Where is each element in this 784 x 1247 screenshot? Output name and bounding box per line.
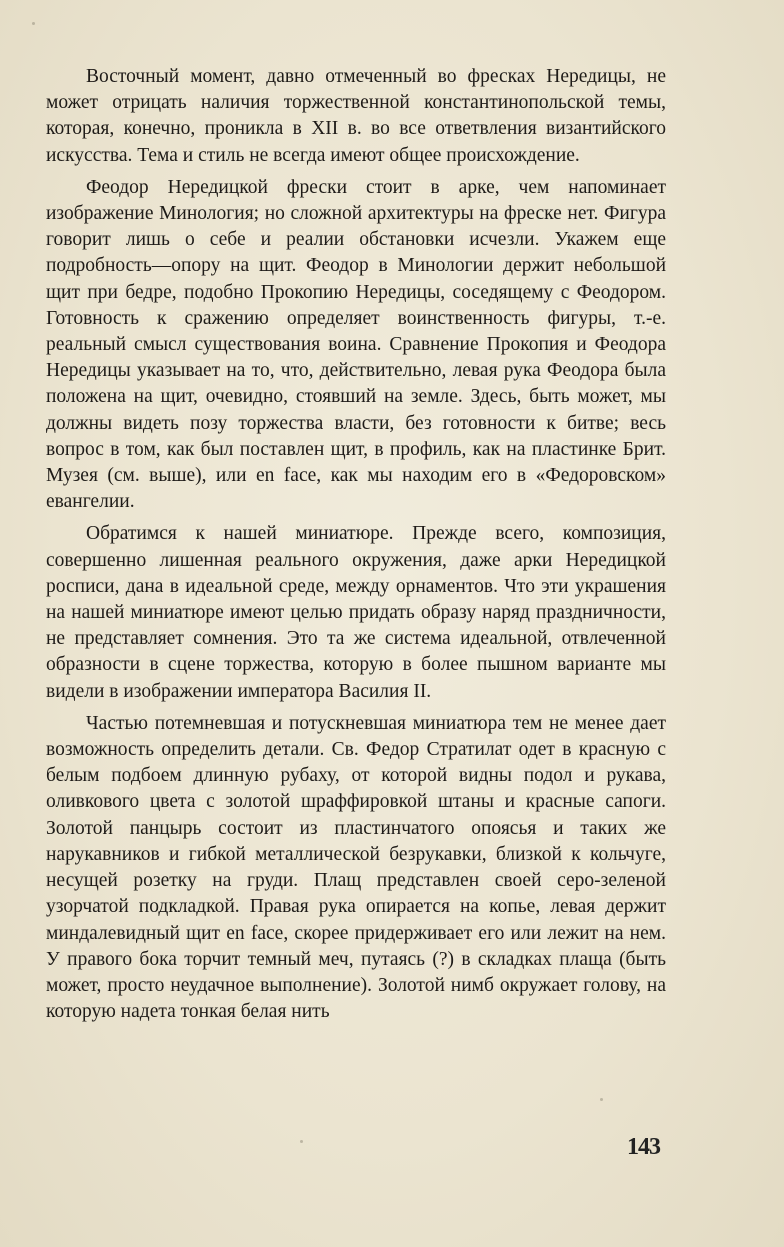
paper-speck: [300, 1140, 303, 1143]
paragraph: Обратимся к нашей миниатюре. Прежде всего, композиция, совершенно лишенная реального окружения, даже арки Нередицкой росписи, дана в идеальной среде, между орнаментов. Что эти украшения на нашей миниатюре имеют целью придать образу наряд праздничности, не представляет сомнения. Это та же система идеальной, отвлеченной образности в сцене торжества, которую в более пышном варианте мы видели в изображении императора Василия II.: [46, 523, 666, 702]
paragraph: Частью потемневшая и потускневшая миниатюра тем не менее дает возможность определить детали. Св. Федор Стратилат одет в красную с белым подбоем длинную рубаху, от которой видны подол и рукава, оливкового цвета с золотой шраффировкой штаны и красные сапоги. Золотой панцырь состоит из пластинчатого опоясья и таких же нарукавников и гибкой металлической безрукавки, близкой к кольчуге, несущей розетку на груди. Плащ представлен своей серо-зеленой узорчатой подкладкой. Правая рука опирается на копье, левая держит миндалевидный щит en face, скорее придерживает его или лежит на нем. У правого бока торчит темный меч, путаясь (?) в складках плаща (быть может, просто неудачное выполнение). Золотой нимб окружает голову, на которую надета тонкая белая нить: [46, 712, 666, 1023]
paper-speck: [600, 1098, 603, 1101]
paragraph: Феодор Нередицкой фрески стоит в арке, чем напоминает изображение Минология; но сложной архитектуры на фреске нет. Фигура говорит лишь о себе и реалии обстановки исчезли. Укажем еще подробность—опору на щит. Феодор в Минологии держит небольшой щит при бедре, подобно Прокопию Нередицы, соседящему с Феодором. Готовность к сражению определяет воинственность фигуры, т.-е. реальный смысл существования воина. Сравнение Прокопия и Феодора Нередицы указывает на то, что, действительно, левая рука Феодора была положена на щит, очевидно, стоявший на земле. Здесь, быть может, мы должны видеть позу торжества власти, без готовности к битве; весь вопрос в том, как был поставлен щит, в профиль, как на пластинке Брит. Музея (см. выше), или en face, как мы находим его в «Федоровском» евангелии.: [46, 176, 666, 513]
body-text: [46, 64, 666, 1025]
paragraph: Восточный момент, давно отмеченный во фресках Нередицы, не может отрицать наличия торжественной константинопольской темы, которая, конечно, проникла в XII в. во все ответвления византийского искусства. Тема и стиль не всегда имеют общее происхождение.: [46, 66, 666, 166]
paper-speck: [32, 22, 35, 25]
page-number: 143: [627, 1134, 660, 1160]
